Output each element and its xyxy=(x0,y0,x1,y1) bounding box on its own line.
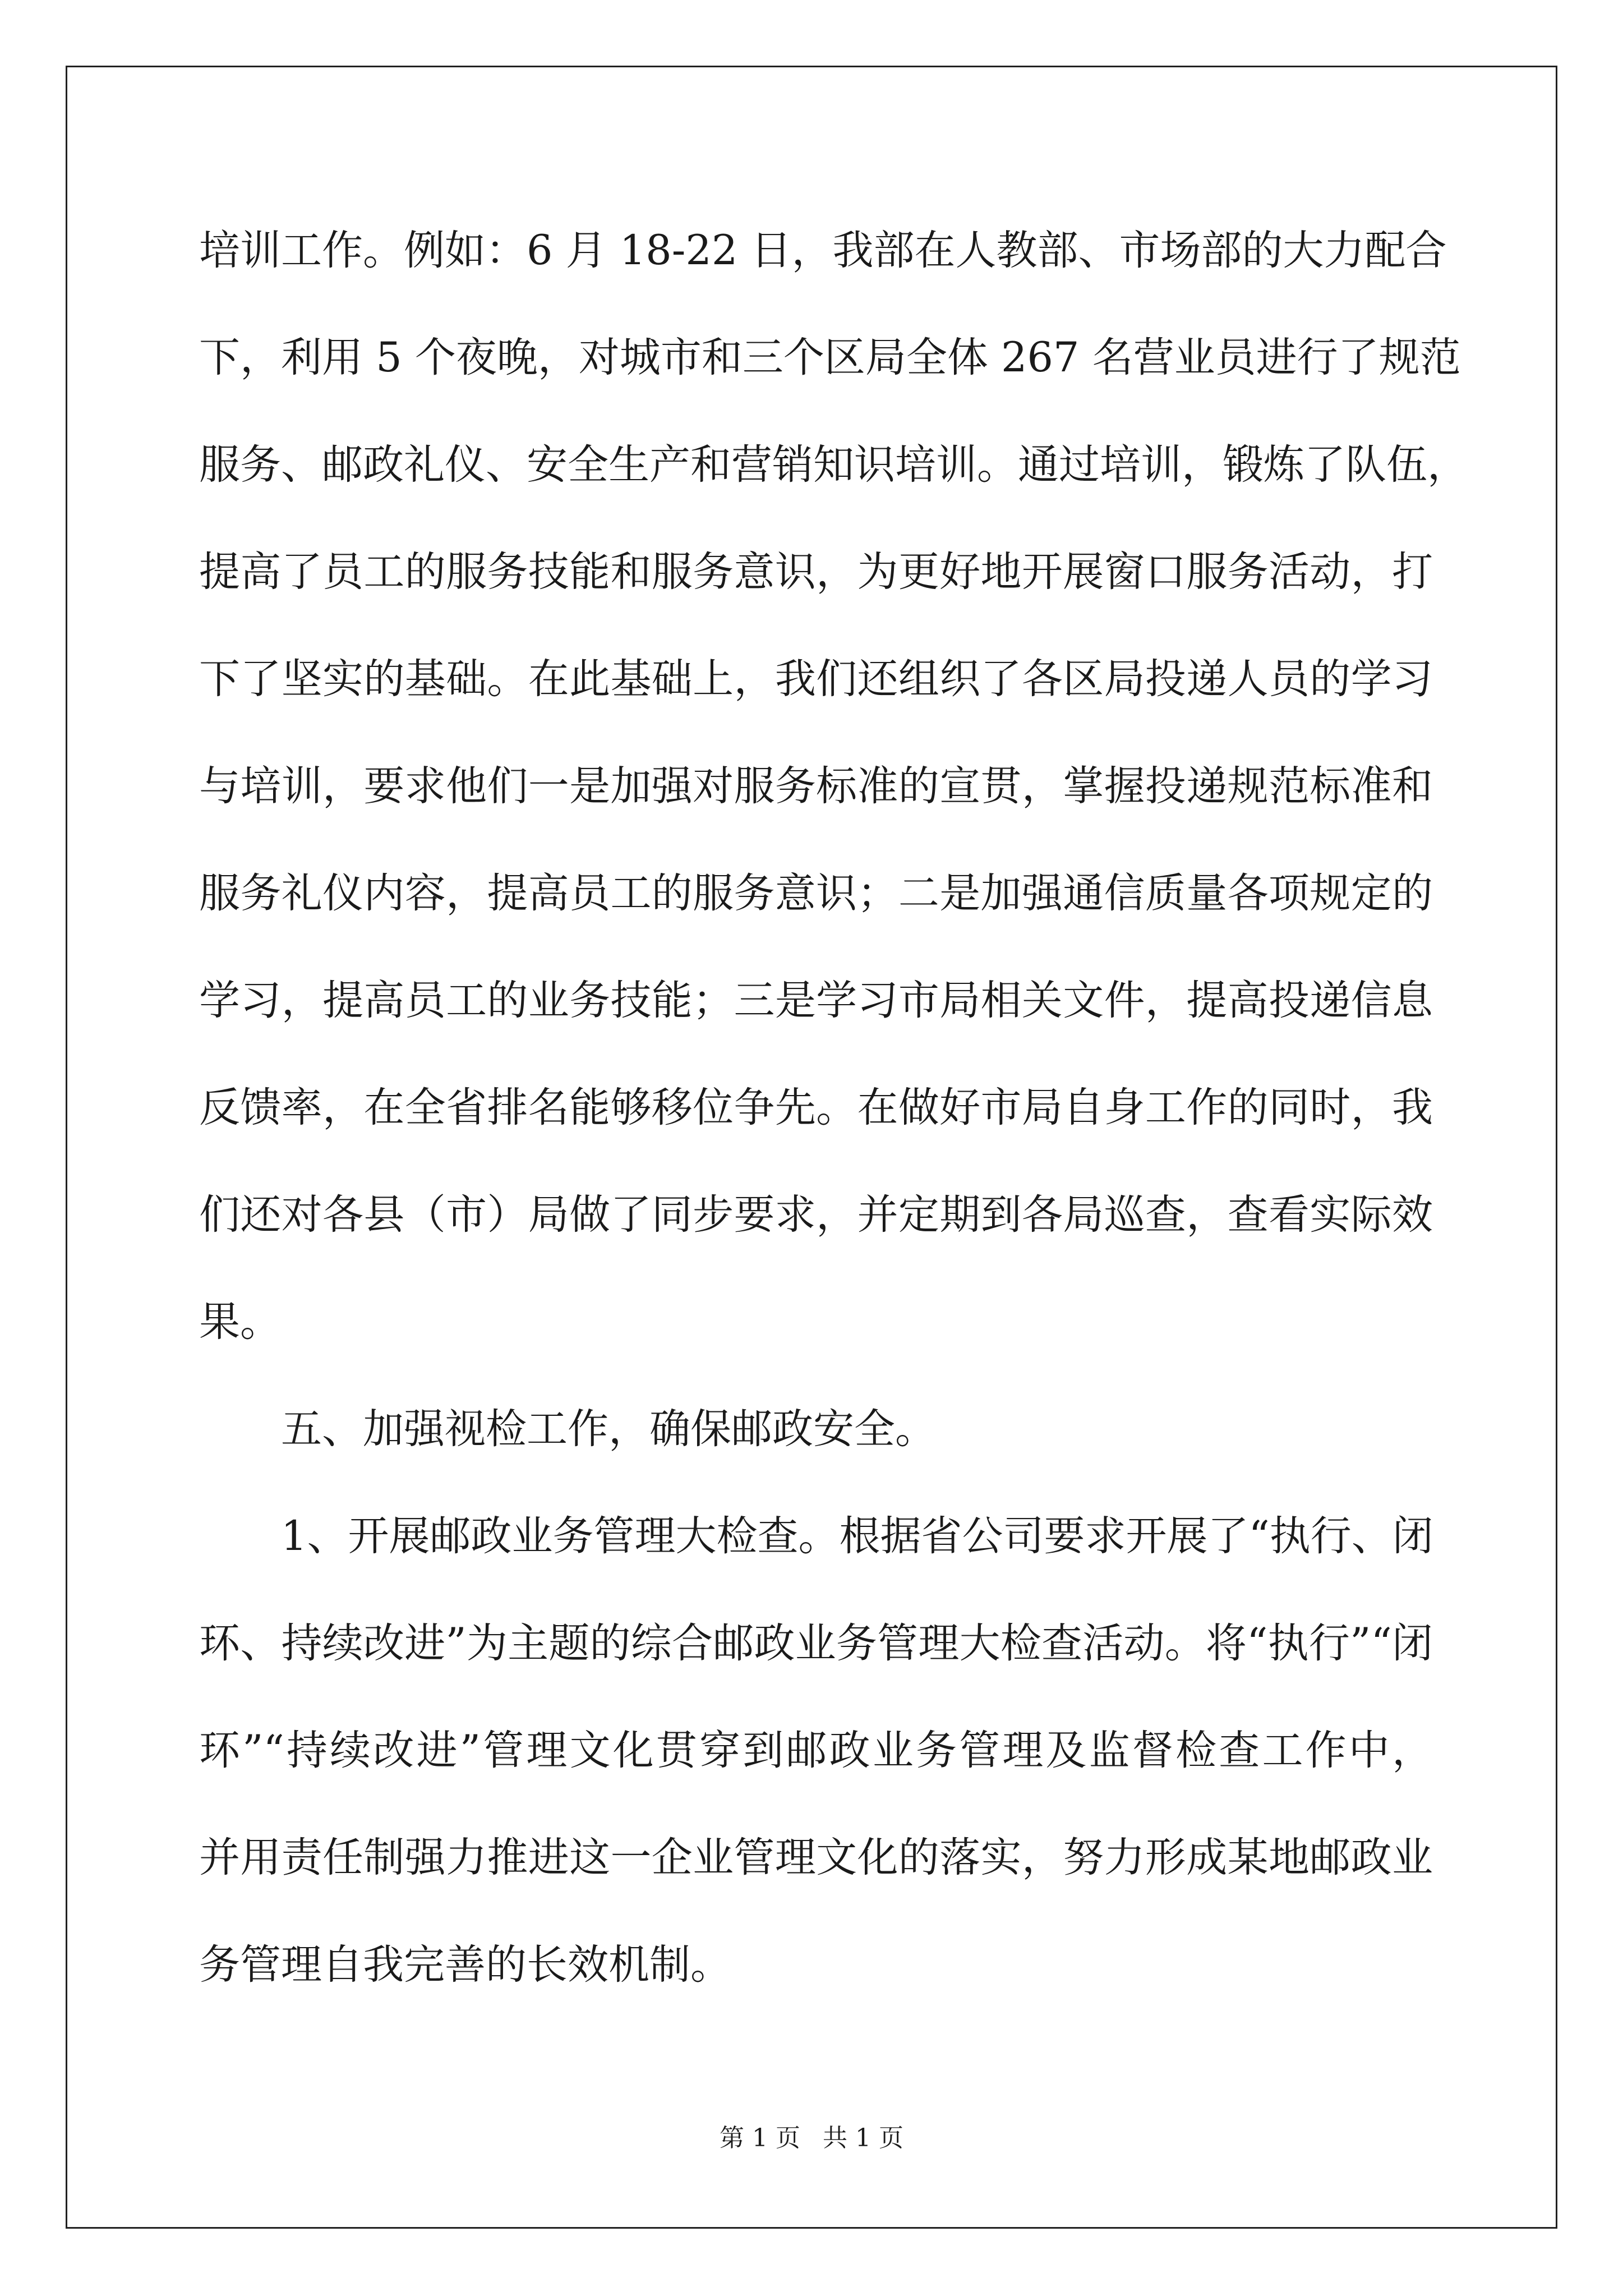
paragraph-line: 环”“持续改进”管理文化贯穿到邮政业务管理及监督检查工作中， xyxy=(199,1727,1433,1774)
document-body xyxy=(199,209,1468,2030)
paragraph-line: 们还对各县（市）局做了同步要求，并定期到各局巡查，查看实际效 xyxy=(199,1191,1433,1239)
page-footer xyxy=(0,2122,1623,2155)
page-number: 第 1 页 xyxy=(720,2124,800,2152)
paragraph-line: 环、持续改进”为主题的综合邮政业务管理大检查活动。将“执行”“闭 xyxy=(199,1619,1433,1667)
paragraph-line: 果。 xyxy=(199,1298,281,1346)
paragraph-line: 与培训，要求他们一是加强对服务标准的宣贯，掌握投递规范标准和 xyxy=(199,762,1433,810)
paragraph-line: 1、开展邮政业务管理大检查。根据省公司要求开展了“执行、闭 xyxy=(281,1512,1433,1560)
paragraph-line: 服务、邮政礼仪、安全生产和营销知识培训。通过培训，锻炼了队伍， xyxy=(199,441,1468,489)
paragraph-line: 下，利用 5 个夜晚，对城市和三个区局全体 267 名营业员进行了规范 xyxy=(199,334,1461,381)
paragraph-line: 并用责任制强力推进这一企业管理文化的落实，努力形成某地邮政业 xyxy=(199,1834,1433,1881)
paragraph-line: 提高了员工的服务技能和服务意识，为更好地开展窗口服务活动，打 xyxy=(199,548,1433,596)
paragraph-line: 服务礼仪内容，提高员工的服务意识；二是加强通信质量各项规定的 xyxy=(199,869,1433,917)
paragraph-line: 下了坚实的基础。在此基础上，我们还组织了各区局投递人员的学习 xyxy=(199,655,1433,703)
paragraph-line: 务管理自我完善的长效机制。 xyxy=(199,1941,731,1989)
page-total: 共 1 页 xyxy=(823,2124,903,2152)
paragraph-line: 反馈率，在全省排名能够移位争先。在做好市局自身工作的同时，我 xyxy=(199,1084,1433,1131)
paragraph-line: 培训工作。例如：6 月 18-22 日，我部在人教部、市场部的大力配合 xyxy=(199,227,1447,274)
paragraph-line: 学习，提高员工的业务技能；三是学习市局相关文件，提高投递信息 xyxy=(199,977,1433,1024)
section-heading: 五、加强视检工作，确保邮政安全。 xyxy=(281,1405,936,1453)
